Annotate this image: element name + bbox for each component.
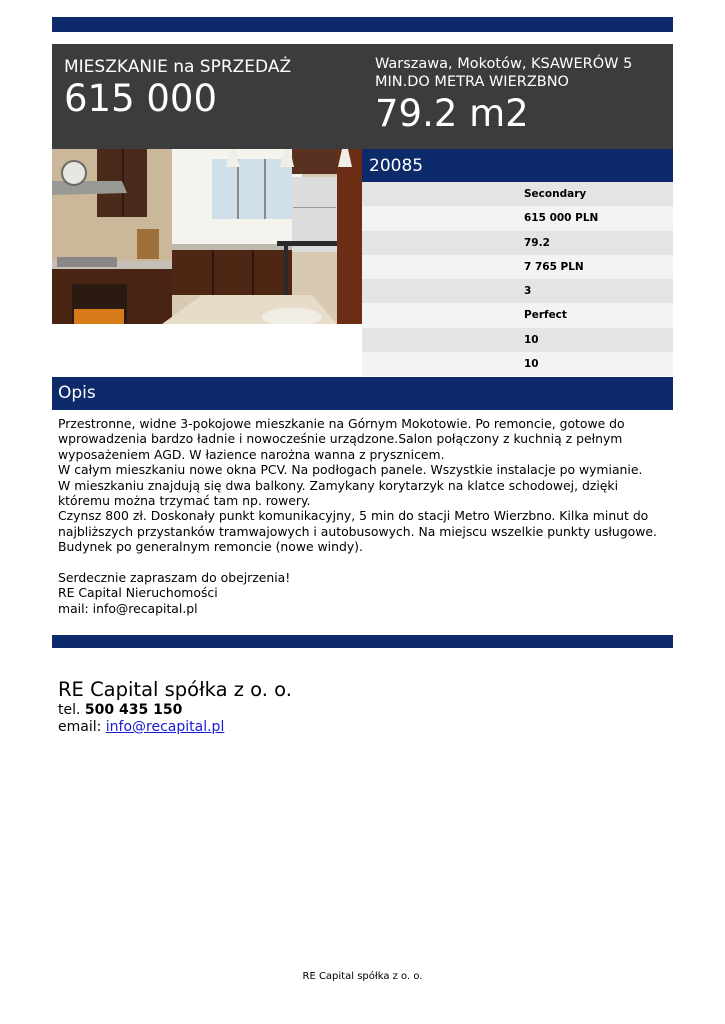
apartment-photo (52, 149, 362, 324)
detail-row: 7 765 PLN (362, 255, 673, 279)
phone-label: tel. (58, 702, 81, 718)
description-spacer (58, 555, 670, 570)
description-title: Opis (58, 383, 96, 403)
listing-type-label: MIESZKANIE na SPRZEDAŻ (64, 57, 292, 77)
detail-row: 615 000 PLN (362, 206, 673, 230)
listing-id: 20085 (369, 156, 424, 176)
listing-area: 79.2 m2 (375, 92, 529, 135)
email-line (58, 719, 292, 736)
listing-header (52, 44, 673, 149)
detail-row: 10 (362, 352, 673, 376)
phone-number: 500 435 150 (84, 702, 183, 718)
description-paragraph: Czynsz 800 zł. Doskonały punkt komunikacyjny, 5 min do stacji Metro Wierzbno. Kilka minut do najbliższych przystanków tramwajowych i autobusowych. Na miejscu wszelkie punkty usługowe. Budynek po generalnym remoncie (nowe windy). (58, 508, 657, 555)
description-header (52, 377, 673, 410)
description-body (58, 416, 670, 616)
description-paragraph: Przestronne, widne 3-pokojowe mieszkanie na Górnym Mokotowie. Po remoncie, gotowe do wprowadzenia bardzo ładnie i nowocześnie urządzone.Salon połączony z kuchnią z pełnym wyposażeniem AGD. W łazience narożna wanna z prysznicem. (58, 416, 625, 462)
email-link[interactable]: info@recapital.pl (105, 719, 225, 735)
detail-row: 3 (362, 279, 673, 303)
detail-row: Perfect (362, 303, 673, 327)
top-decorative-bar (52, 17, 673, 32)
listing-address: Warszawa, Mokotów, KSAWERÓW 5 MIN.DO METRA WIERZBNO (375, 56, 633, 90)
description-paragraph: W mieszkaniu znajdują się dwa balkony. Zamykany korytarzyk na klatce schodowej, dzięki któremu można trzymać tam np. rowery. (58, 477, 619, 509)
description-paragraph: mail: info@recapital.pl (58, 600, 198, 616)
description-paragraph: W całym mieszkaniu nowe okna PCV. Na podłogach panele. Wszystkie instalacje po wymianie. (58, 462, 643, 478)
header-right (375, 55, 665, 135)
description-paragraph: Serdecznie zapraszam do obejrzenia! (58, 570, 291, 586)
listing-id-box (362, 149, 673, 182)
phone-line (58, 702, 292, 719)
page-footer: RE Capital spółka z o. o. (302, 971, 423, 982)
listing-price: 615 000 (64, 77, 218, 120)
company-contact (58, 678, 292, 736)
header-left (64, 56, 291, 120)
email-label: email: (58, 719, 102, 735)
details-table (362, 182, 673, 376)
company-name: RE Capital spółka z o. o. (58, 678, 292, 701)
detail-row: 10 (362, 328, 673, 352)
detail-row: Secondary (362, 182, 673, 206)
separator-bar (52, 635, 673, 648)
detail-row: 79.2 (362, 231, 673, 255)
description-paragraph: RE Capital Nieruchomości (58, 585, 218, 601)
